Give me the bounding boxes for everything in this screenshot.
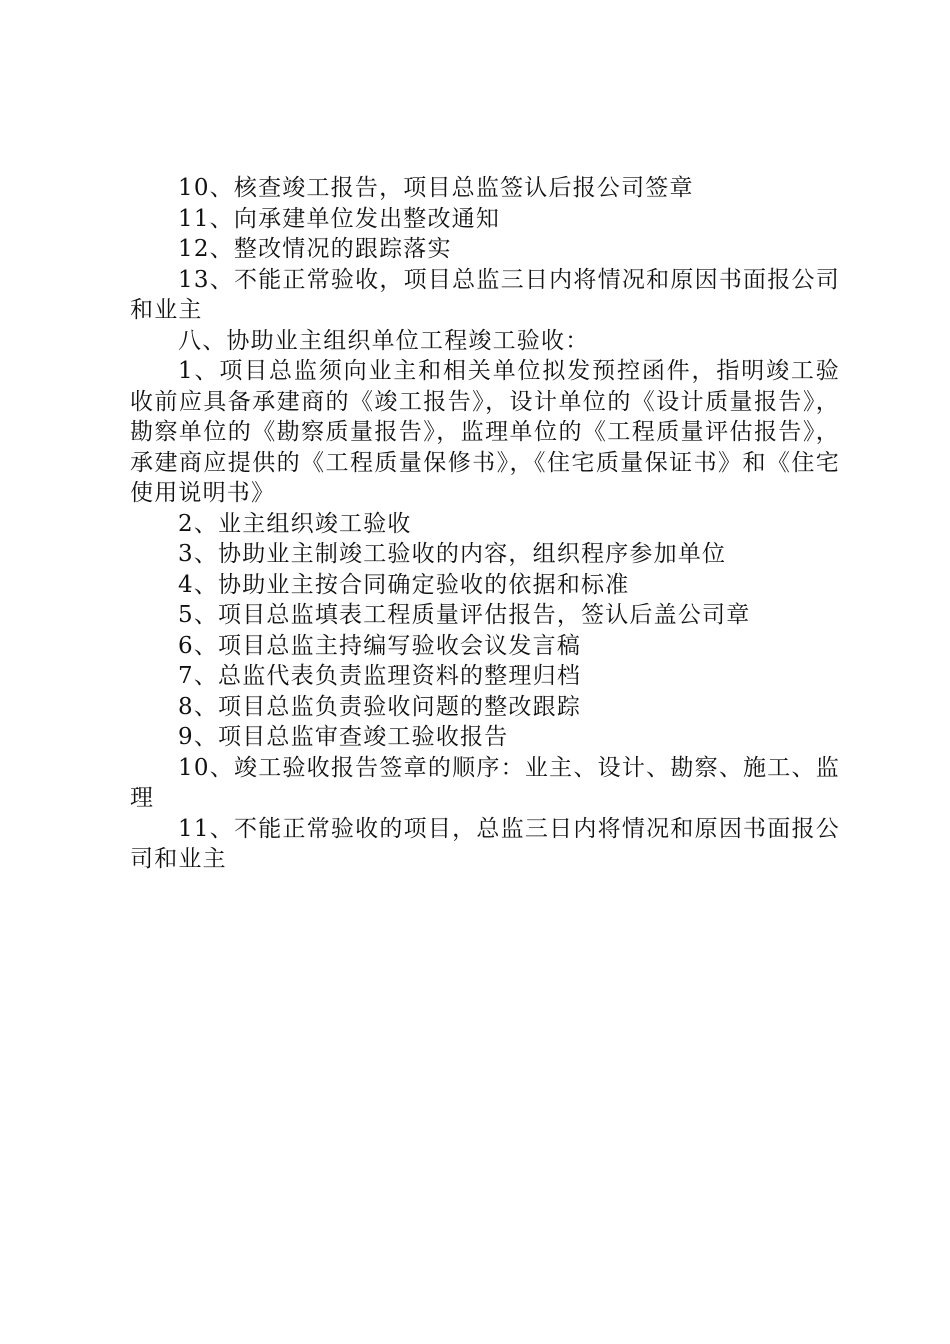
paragraph-check-completion-report: 10、核查竣工报告，项目总监签认后报公司签章 bbox=[178, 175, 694, 201]
paragraph-quality-assessment: 5、项目总监填表工程质量评估报告，签认后盖公司章 bbox=[178, 602, 751, 628]
paragraph-precontrol-letter: 1、项目总监须向业主和相关单位拟发预控函件，指明竣工验收前应具备承建商的《竣工报告》，设计单位的《设计质量报告》，勘察单位的《勘察质量报告》，监理单位的《工程质量评估报告》，承建商应提供的《工程质量保修书》，《住宅质量保证书》和《住宅使用说明书》 bbox=[130, 358, 840, 506]
paragraph-acceptance-basis: 4、协助业主按合同确定验收的依据和标准 bbox=[178, 571, 630, 598]
paragraph-acceptance-content: 3、协助业主制竣工验收的内容，组织程序参加单位 bbox=[178, 541, 727, 567]
document-body bbox=[130, 173, 840, 875]
paragraph-owner-organizes: 2、业主组织竣工验收 bbox=[178, 510, 412, 537]
section-heading-assist-acceptance: 八、协助业主组织单位工程竣工验收： bbox=[178, 327, 590, 354]
paragraph-rectification-notice: 11、向承建单位发出整改通知 bbox=[178, 205, 501, 232]
paragraph-issue-tracking: 8、项目总监负责验收问题的整改跟踪 bbox=[178, 693, 582, 720]
paragraph-speech-draft: 6、项目总监主持编写验收会议发言稿 bbox=[178, 632, 582, 659]
paragraph-abnormal-project-report: 11、不能正常验收的项目，总监三日内将情况和原因书面报公司和业主 bbox=[130, 815, 840, 872]
paragraph-archive: 7、总监代表负责监理资料的整理归档 bbox=[178, 663, 582, 689]
paragraph-abnormal-acceptance-report: 13、不能正常验收，项目总监三日内将情况和原因书面报公司和业主 bbox=[130, 266, 840, 323]
paragraph-signing-order: 10、竣工验收报告签章的顺序：业主、设计、勘察、施工、监理 bbox=[130, 754, 840, 811]
paragraph-rectification-tracking: 12、整改情况的跟踪落实 bbox=[178, 236, 452, 262]
paragraph-review-report: 9、项目总监审查竣工验收报告 bbox=[178, 724, 509, 750]
